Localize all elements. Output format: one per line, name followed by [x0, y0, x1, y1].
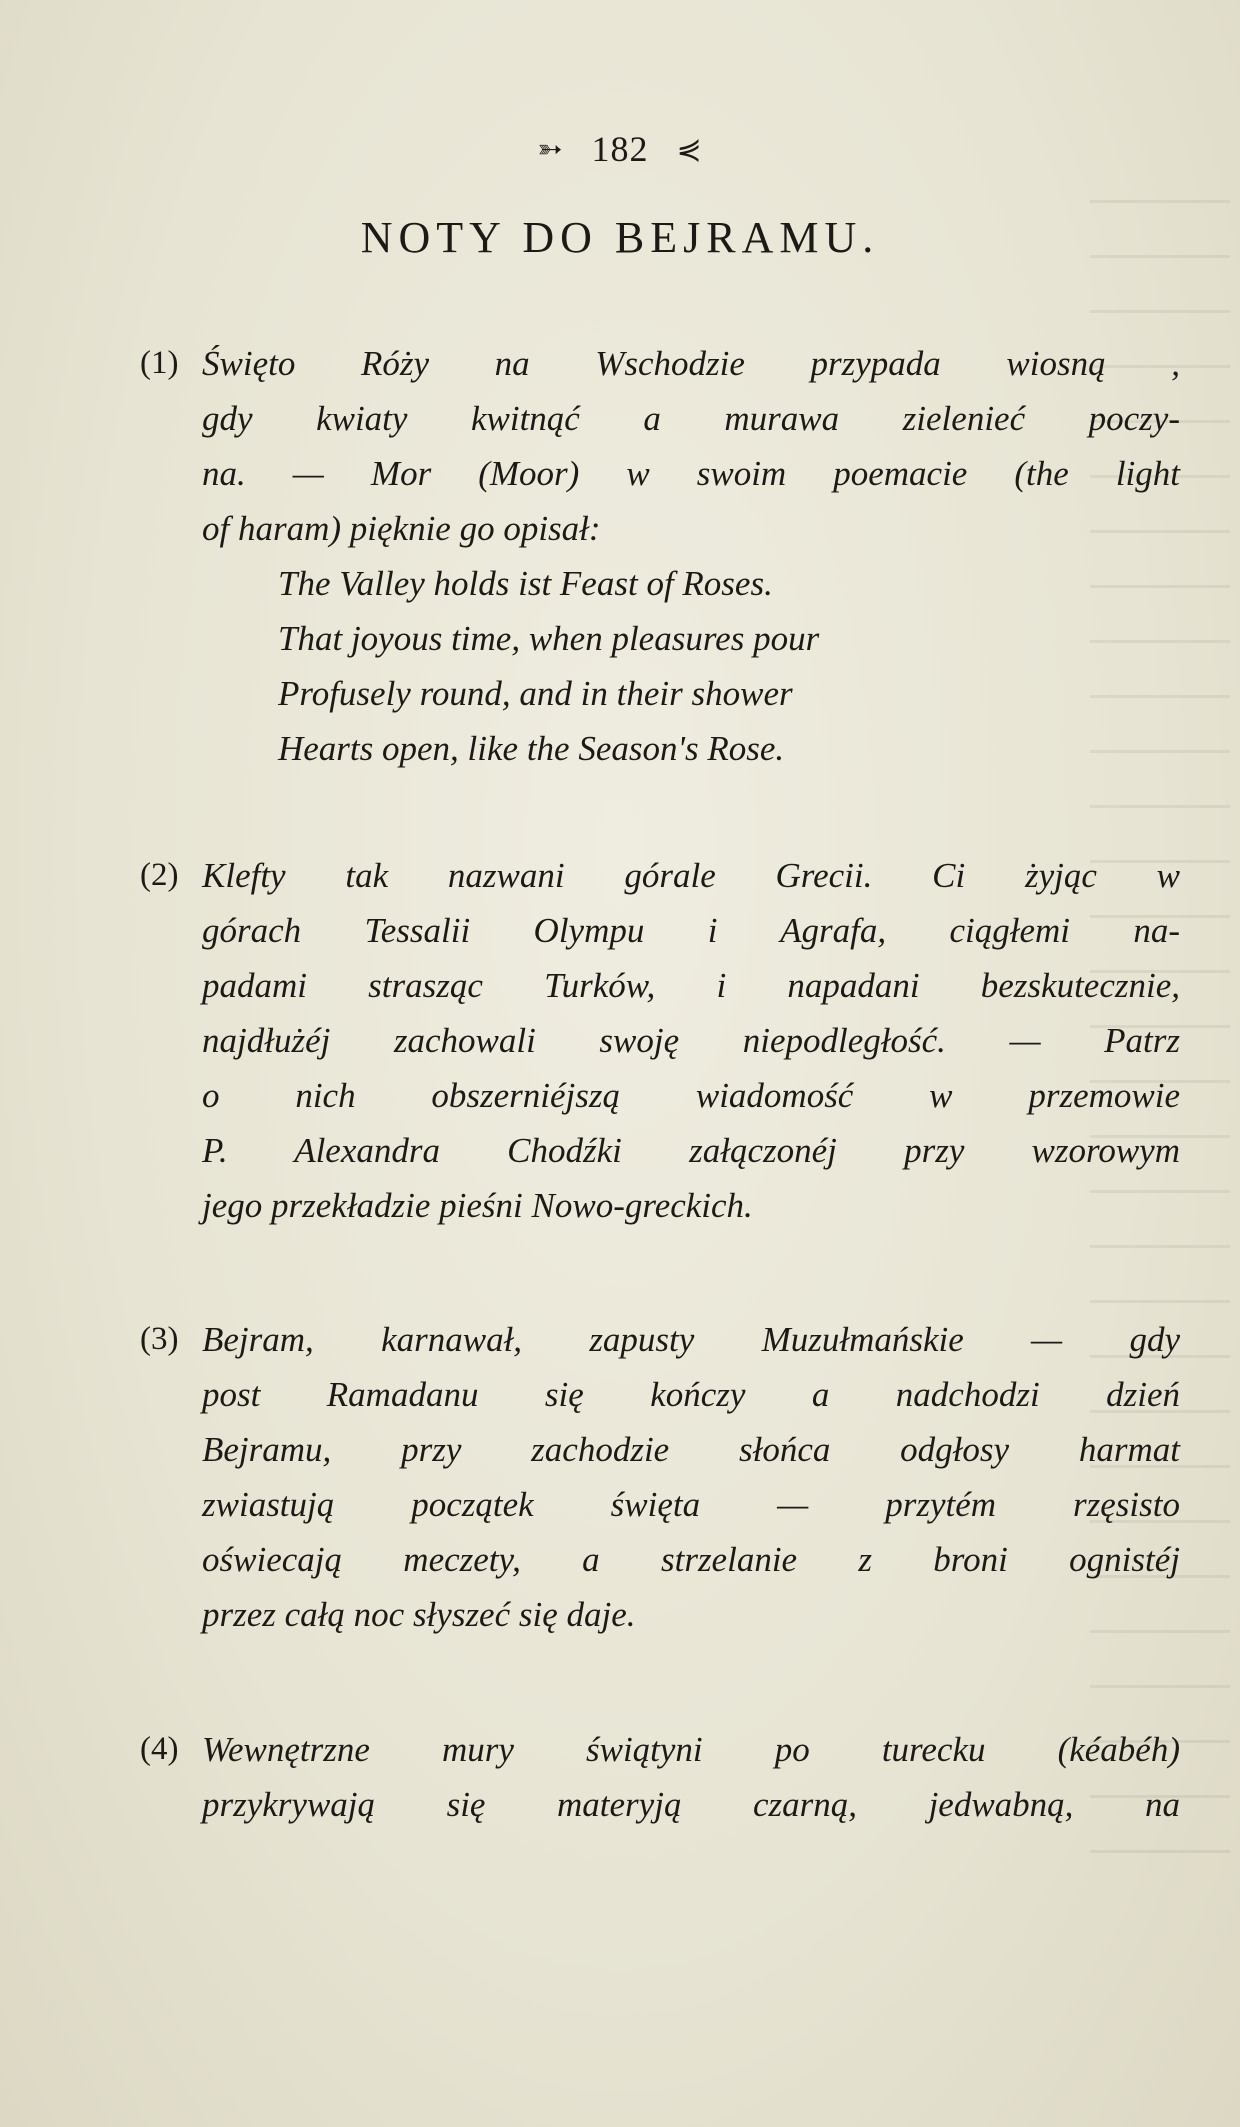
note-line: gdy kwiaty kwitnąć a murawa zielenieć poczy- — [202, 399, 1180, 438]
note-line: P. Alexandra Chodźki załączonéj przy wzorowym — [202, 1131, 1180, 1170]
note-line: przez całą noc słyszeć się daje. — [202, 1595, 636, 1634]
verse-line: Hearts open, like the Season's Rose. — [278, 729, 785, 768]
verse-line: The Valley holds ist Feast of Roses. — [278, 564, 773, 603]
note-number: (2) — [140, 857, 179, 893]
left-ornament-icon: ➳ — [537, 133, 564, 166]
note-1 — [140, 336, 1180, 776]
note-line: na. — Mor (Moor) w swoim poemacie (the light — [202, 454, 1180, 493]
note-line: oświecają meczety, a strzelanie z broni ognistéj — [202, 1540, 1180, 1579]
page-header — [0, 128, 1240, 170]
note-2 — [140, 848, 1180, 1233]
note-line: górach Tessalii Olympu i Agrafa, ciągłemi na- — [202, 911, 1180, 950]
note-3 — [140, 1312, 1180, 1642]
right-ornament-icon: ⋞ — [676, 133, 703, 166]
note-number: (1) — [140, 345, 179, 381]
page-number: 182 — [591, 129, 649, 169]
verse-line: Profusely round, and in their shower — [278, 674, 793, 713]
note-number: (3) — [140, 1321, 179, 1357]
note-line: jego przekładzie pieśni Nowo-greckich. — [202, 1186, 753, 1225]
note-line: Klefty tak nazwani górale Grecii. Ci żyjąc w — [202, 856, 1180, 895]
note-line: post Ramadanu się kończy a nadchodzi dzień — [202, 1375, 1180, 1414]
note-line: o nich obszerniéjszą wiadomość w przemowie — [202, 1076, 1180, 1115]
note-line: padami strasząc Turków, i napadani bezskutecznie, — [202, 966, 1180, 1005]
verse-line: That joyous time, when pleasures pour — [278, 619, 820, 658]
note-line: of haram) pięknie go opisał: — [202, 509, 601, 548]
note-line: zwiastują początek święta — przytém rzęsisto — [202, 1485, 1180, 1524]
note-line: Wewnętrzne mury świątyni po turecku (kéabéh) — [202, 1730, 1180, 1769]
note-number: (4) — [140, 1731, 179, 1767]
note-line: przykrywają się materyją czarną, jedwabną, na — [202, 1785, 1180, 1824]
note-line: najdłużéj zachowali swoję niepodległość. — Patrz — [202, 1021, 1180, 1060]
page-title: NOTY DO BEJRAMU. — [360, 213, 880, 262]
note-line: Bejramu, przy zachodzie słońca odgłosy harmat — [202, 1430, 1180, 1469]
note-4 — [140, 1722, 1180, 1832]
note-line: Święto Róży na Wschodzie przypada wiosną , — [202, 344, 1180, 383]
note-line: Bejram, karnawał, zapusty Muzułmańskie — gdy — [202, 1320, 1180, 1359]
